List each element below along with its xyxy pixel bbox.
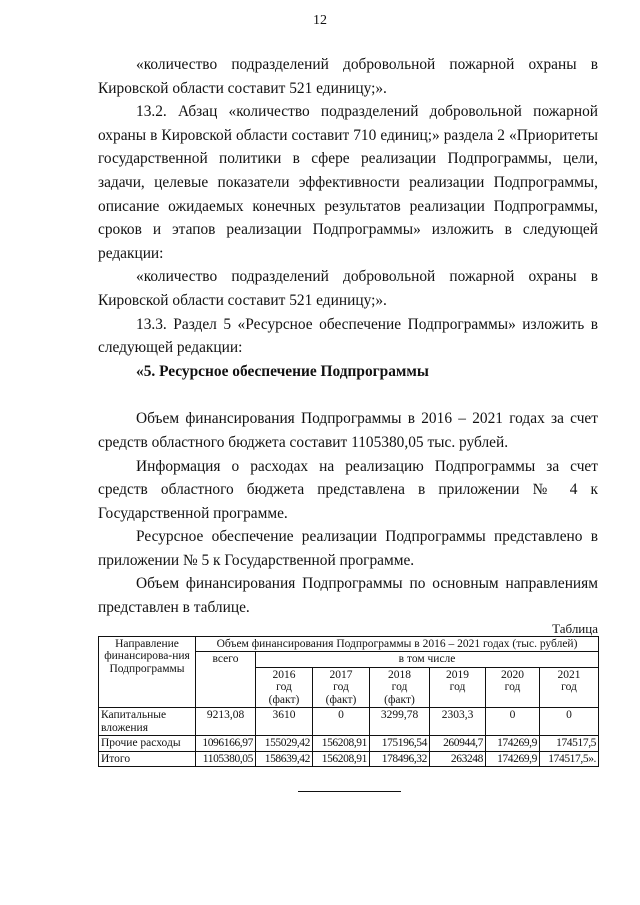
year-label: год: [276, 681, 292, 694]
row-value: 156208,91: [313, 751, 370, 767]
year-value: 2016: [272, 668, 296, 681]
paragraph-funding-volume: Объем финансирования Подпрограммы в 2016 – 2021 годах за счет средств областного бюджета составит 1105380,05 тыс. рублей.: [98, 410, 598, 451]
table-row: [99, 736, 599, 752]
row-value: 0: [540, 708, 599, 736]
year-label: год: [561, 681, 577, 694]
year-value: 2018: [388, 668, 411, 681]
row-value: 174269,9: [486, 751, 540, 767]
row-total: 1096166,97: [196, 736, 256, 752]
row-value: 260944,7: [430, 736, 486, 752]
section-heading: «5. Ресурсное обеспечение Подпрограммы: [136, 362, 429, 380]
row-value: 0: [486, 708, 540, 736]
year-label: год: [391, 681, 408, 694]
paragraph-quote-2: «количество подразделений добровольной пожарной охраны в Кировской области составит 521 единицу;».: [98, 268, 598, 309]
year-header: [256, 667, 313, 708]
row-value: 174269,9: [486, 736, 540, 752]
financing-table: [98, 636, 599, 768]
row-value: 178496,32: [370, 751, 430, 767]
row-value: 263248: [430, 751, 486, 767]
header-including: в том числе: [256, 652, 599, 668]
row-value: 155029,42: [256, 736, 313, 752]
page-number: 12: [313, 13, 327, 28]
row-total: 9213,08: [196, 708, 256, 736]
row-label: Итого: [99, 751, 196, 767]
document-body: [98, 53, 598, 767]
row-value: 156208,91: [313, 736, 370, 752]
year-header: [313, 667, 370, 708]
row-value: 2303,3: [430, 708, 486, 736]
row-value: 174517,5: [540, 736, 599, 752]
paragraph-resource-support: Ресурсное обеспечение реализации Подпрограммы представлено в приложении № 5 к Государственной программе.: [98, 528, 598, 569]
row-value: 175196,54: [370, 736, 430, 752]
year-note: (факт): [325, 693, 357, 706]
paragraph-13-3: 13.3. Раздел 5 «Ресурсное обеспечение Подпрограммы» изложить в следующей редакции:: [98, 315, 598, 357]
table-header-row-1: [99, 636, 599, 652]
row-value: 3610: [256, 708, 313, 736]
year-value: 2020: [501, 668, 524, 681]
paragraph-13-2: 13.2. Абзац «количество подразделений добровольной пожарной охраны в Кировской области составит 710 единиц;» раздела 2 «Приоритеты государственной политики в сфере реализации Подпрограммы, цели, задачи, целевые показатели эффективности реализации Подпрограммы, описание ожидаемых конечных результатов реализации Подпрограммы, сроков и этапов реализации Подпрограммы» изложить в следующей редакции:: [98, 103, 598, 262]
row-label: Прочие расходы: [99, 736, 196, 752]
year-label: год: [333, 681, 349, 694]
year-label: год: [504, 681, 521, 694]
year-header: [430, 667, 486, 708]
year-label: год: [449, 681, 466, 694]
row-value: 3299,78: [370, 708, 430, 736]
year-header: [486, 667, 540, 708]
year-value: 2019: [446, 668, 469, 681]
table-row: [99, 751, 599, 767]
header-volume: Объем финансирования Подпрограммы в 2016 – 2021 годах (тыс. рублей): [196, 636, 599, 652]
row-total: 1105380,05: [196, 751, 256, 767]
row-value: 0: [313, 708, 370, 736]
row-value: 158639,42: [256, 751, 313, 767]
footer-divider: [298, 791, 401, 792]
header-total: всего: [196, 652, 256, 708]
row-label: Капитальные вложения: [99, 708, 196, 736]
paragraph-quote-1: «количество подразделений добровольной пожарной охраны в Кировской области составит 521 единицу;».: [98, 56, 598, 97]
year-value: 2017: [329, 668, 353, 681]
table-row: [99, 708, 599, 736]
year-header: [370, 667, 430, 708]
header-direction: Направление финансирова-ния Подпрограммы: [99, 636, 196, 708]
year-note: (факт): [268, 693, 300, 706]
table-caption: Таблица: [552, 620, 598, 636]
paragraph-table-intro: Объем финансирования Подпрограммы по основным направлениям представлен в таблице.: [98, 575, 598, 617]
year-note: (факт): [384, 693, 415, 706]
year-header: [540, 667, 599, 708]
year-value: 2021: [557, 668, 581, 681]
paragraph-expenses-info: Информация о расходах на реализацию Подпрограммы за счет средств областного бюджета представлена в приложении № 4 к Государственной программе.: [98, 457, 598, 522]
row-value: 174517,5».: [540, 751, 599, 767]
